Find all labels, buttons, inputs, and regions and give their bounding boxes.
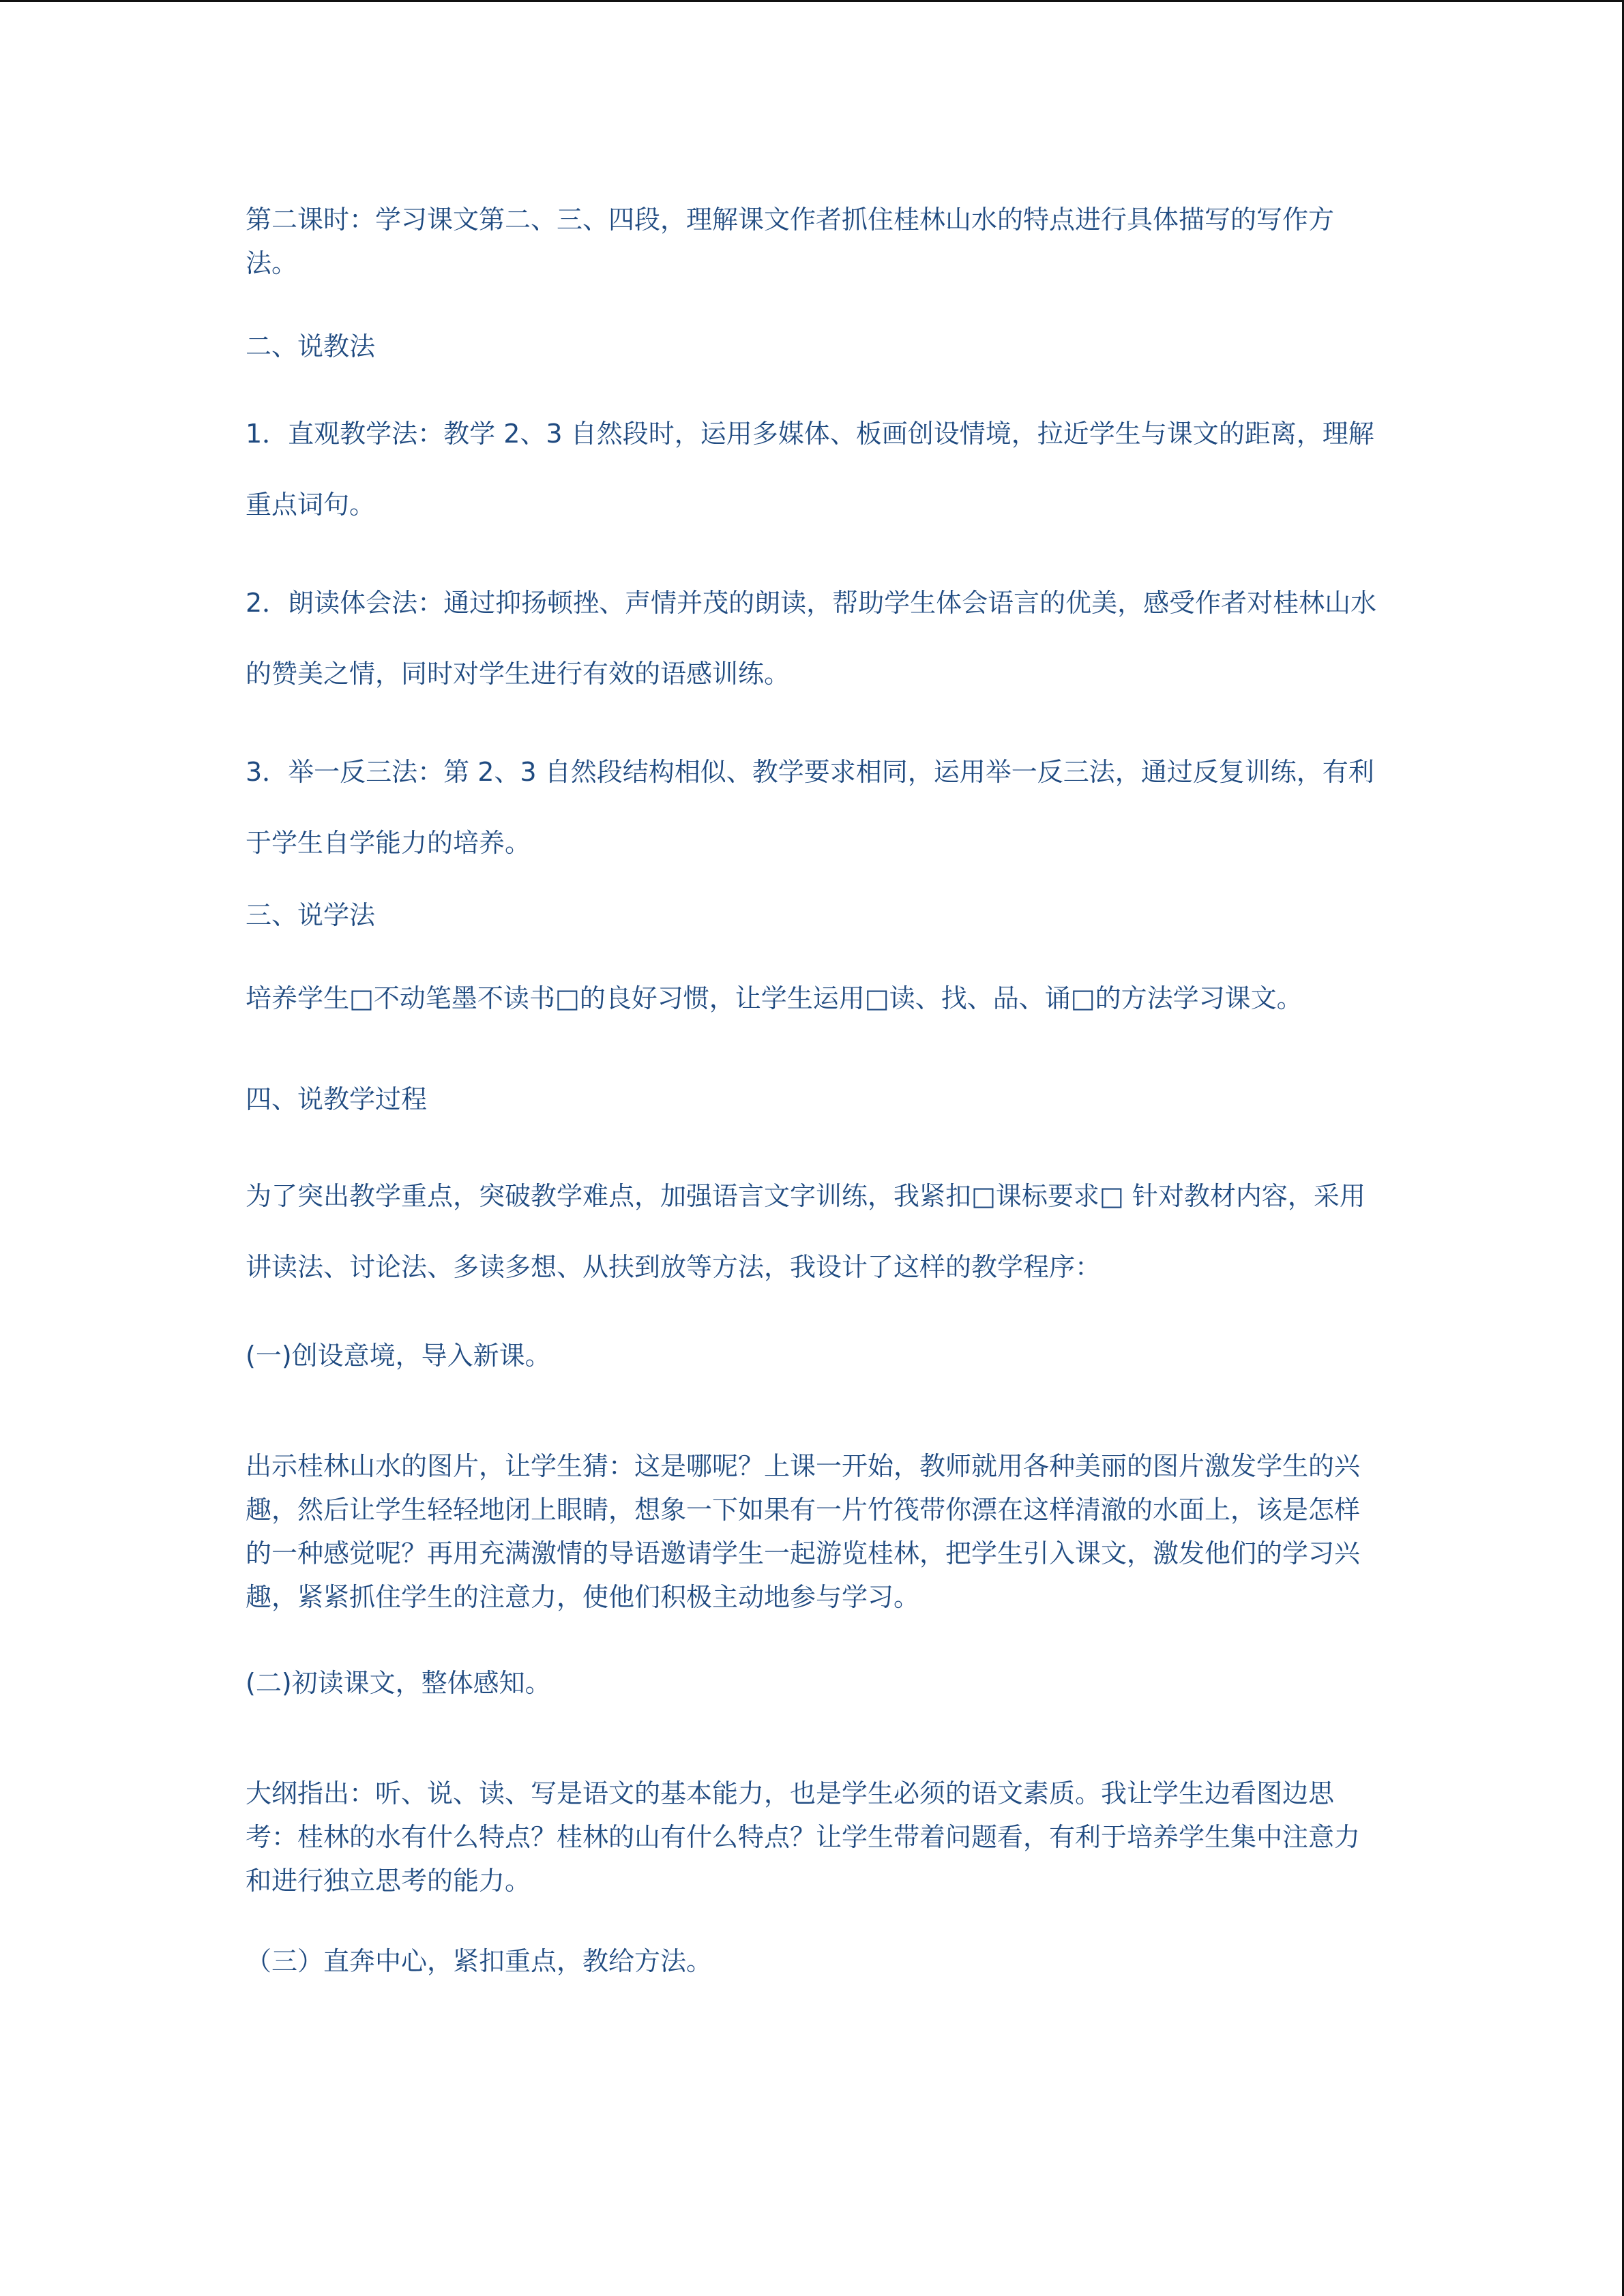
paragraph-process-intro: 为了突出教学重点，突破教学难点，加强语言文字训练，我紧扣□课标要求□ 针对教材内容，采用讲读法、讨论法、多读多想、从扶到放等方法，我设计了这样的教学程序： <box>246 1181 1365 1282</box>
document-body <box>246 198 1378 1983</box>
list-item-reading-method: 2．朗读体会法：通过抑扬顿挫、声情并茂的朗读，帮助学生体会语言的优美，感受作者对桂林山水的赞美之情，同时对学生进行有效的语感训练。 <box>246 588 1377 689</box>
heading-teaching-process: 四、说教学过程 <box>246 1084 428 1114</box>
paragraph-step-one: 出示桂林山水的图片，让学生猜：这是哪呢？上课一开始，教师就用各种美丽的图片激发学生的兴趣，然后让学生轻轻地闭上眼睛，想象一下如果有一片竹筏带你漂在这样清澈的水面上，该是怎样的一种感觉呢？再用充满激情的导语邀请学生一起游览桂林，把学生引入课文，激发他们的学习兴趣，紧紧抓住学生的注意力，使他们积极主动地参与学习。 <box>246 1451 1361 1612</box>
paragraph-lesson-two: 第二课时：学习课文第二、三、四段，理解课文作者抓住桂林山水的特点进行具体描写的写作方法。 <box>246 205 1335 278</box>
list-item-analogy-method: 3．举一反三法：第 2、3 自然段结构相似、教学要求相同，运用举一反三法，通过反复训练，有利于学生自学能力的培养。 <box>246 757 1374 858</box>
paragraph-learning-habits: 培养学生□不动笔墨不读书□的良好习惯，让学生运用□读、找、品、诵□的方法学习课文。 <box>246 983 1303 1013</box>
paragraph-step-two: 大纲指出：听、说、读、写是语文的基本能力，也是学生必须的语文素质。我让学生边看图边思考：桂林的水有什么特点？桂林的山有什么特点？让学生带着问题看，有利于培养学生集中注意力和进行独立思考的能力。 <box>246 1778 1361 1896</box>
heading-teaching-methods: 二、说教法 <box>246 331 376 361</box>
subheading-step-three: （三）直奔中心，紧扣重点，教给方法。 <box>246 1946 713 1976</box>
subheading-step-two: (二)初读课文，整体感知。 <box>246 1668 551 1698</box>
heading-learning-methods: 三、说学法 <box>246 900 376 930</box>
subheading-step-one: (一)创设意境，导入新课。 <box>246 1341 551 1371</box>
list-item-intuitive-method: 1．直观教学法：教学 2、3 自然段时，运用多媒体、板画创设情境，拉近学生与课文的距离，理解重点词句。 <box>246 419 1374 520</box>
